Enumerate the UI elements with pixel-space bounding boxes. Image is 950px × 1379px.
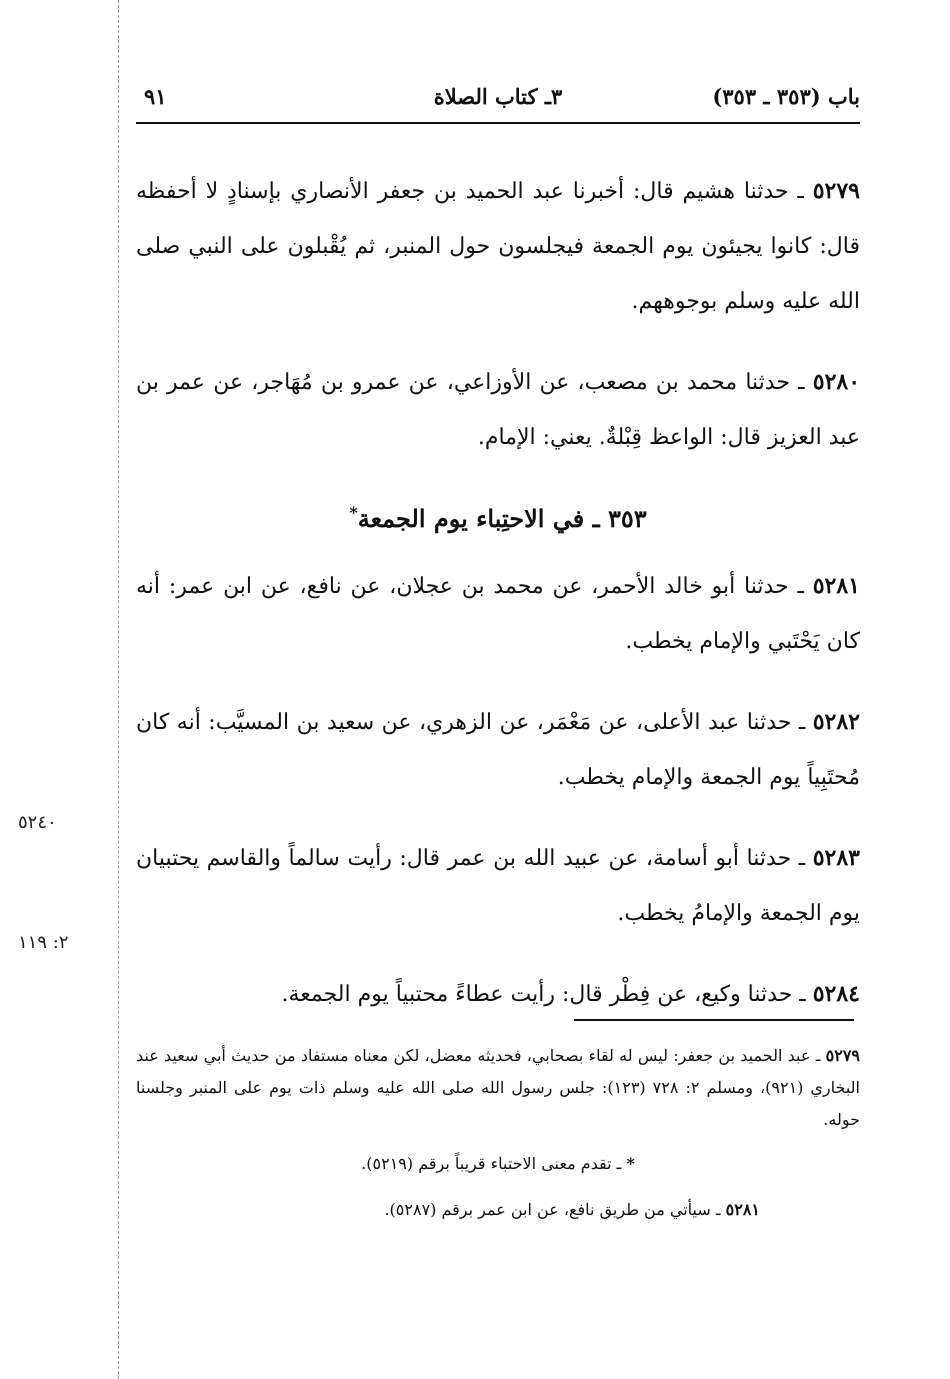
footnote-number: * (626, 1154, 635, 1173)
footnotes (136, 1040, 860, 1232)
section-mark: * (349, 503, 358, 522)
book-title: ٣ـ كتاب الصلاة (433, 84, 563, 109)
footnote-number: ٥٢٨١ (725, 1200, 760, 1219)
page-body (136, 70, 860, 1022)
hadith-number: ٥٢٨١ (812, 573, 860, 599)
running-header (136, 70, 860, 118)
hadith-text: حدثنا أبو أسامة، عن عبيد الله بن عمر قال: رأيت سالماً والقاسم يحتبيان يوم الجمعة والإمامُ يخطب. (136, 846, 860, 926)
hadith-number: ٥٢٨٢ (812, 709, 860, 735)
hadith-text: حدثنا عبد الأعلى، عن مَعْمَر، عن الزهري، عن سعيد بن المسيَّب: أنه كان مُحتَبِياً يوم الجمعة والإمام يخطب. (136, 710, 860, 790)
hadith-5280: ٥٢٨٠ ـ حدثنا محمد بن مصعب، عن الأوزاعي، عن عمرو بن مُهَاجر، عن عمر بن عبد العزيز قال: الواعظ قِبْلةٌ. يعني: الإمام. (136, 369, 861, 450)
hadith-number: ٥٢٨٤ (812, 981, 860, 1007)
hadith-5279: ٥٢٧٩ ـ حدثنا هشيم قال: أخبرنا عبد الحميد بن جعفر الأنصاري بإسنادٍ لا أحفظه قال: كانوا يجيئون يوم الجمعة فيجلسون حول المنبر، ثم يُقْبلون على النبي صلى الله عليه وسلم بوجوههم. (136, 178, 860, 314)
footnote: ٥٢٨١ ـ سيأتي من طريق نافع، عن ابن عمر برقم (٥٢٨٧). (384, 1200, 760, 1219)
header-rule (136, 122, 860, 124)
footnote-number: ٥٢٧٩ (825, 1046, 861, 1065)
footnote: ٥٢٧٩ ـ عبد الحميد بن جعفر: ليس له لقاء بصحابي، فحديثه معضل، لكن معناه مستفاد من حديث أبي سعيد عند البخاري (٩٢١)، ومسلم ٢: ٧٢٨ (١٢٣): جلس رسول الله صلى الله عليه وسلم ذات يوم على المنبر وجلسنا حوله. (136, 1046, 861, 1129)
margin-reference: ٥٢٤٠ (18, 812, 57, 833)
footnote: * ـ تقدم معنى الاحتباء قريباً برقم (٥٢١٩). (361, 1154, 635, 1173)
footnote-text: سيأتي من طريق نافع، عن ابن عمر برقم (٥٢٨٧). (384, 1200, 711, 1219)
footnote-text: تقدم معنى الاحتباء قريباً برقم (٥٢١٩). (361, 1154, 612, 1173)
hadith-5283: ٥٢٨٣ ـ حدثنا أبو أسامة، عن عبيد الله بن عمر قال: رأيت سالماً والقاسم يحتبيان يوم الجمعة والإمامُ يخطب. (136, 845, 860, 926)
page-number: ٩١ (144, 84, 167, 109)
footnote-text: عبد الحميد بن جعفر: ليس له لقاء بصحابي، فحديثه معضل، لكن معناه مستفاد من حديث أبي سعيد عند البخاري (٩٢١)، ومسلم ٢: ٧٢٨ (١٢٣): جلس رسول الله صلى الله عليه وسلم ذات يوم على المنبر وجلسنا حوله. (136, 1046, 861, 1129)
hadith-text: حدثنا أبو خالد الأحمر، عن محمد بن عجلان، عن نافع، عن ابن عمر: أنه كان يَحْتَبي والإمام يخطب. (136, 574, 860, 654)
hadith-text: حدثنا وكيع، عن فِطْر قال: رأيت عطاءً محتبياً يوم الجمعة. (281, 982, 793, 1007)
hadith-5282: ٥٢٨٢ ـ حدثنا عبد الأعلى، عن مَعْمَر، عن الزهري، عن سعيد بن المسيَّب: أنه كان مُحتَبِياً يوم الجمعة والإمام يخطب. (136, 709, 860, 790)
chapter-heading: باب (٣٥٣ ـ ٣٥٣) (712, 84, 860, 109)
hadith-5281: ٥٢٨١ ـ حدثنا أبو خالد الأحمر، عن محمد بن عجلان، عن نافع، عن ابن عمر: أنه كان يَحْتَبي والإمام يخطب. (136, 573, 860, 654)
margin-reference: ٢: ١١٩ (18, 932, 69, 953)
hadith-text: حدثنا محمد بن مصعب، عن الأوزاعي، عن عمرو بن مُهَاجر، عن عمر بن عبد العزيز قال: الواعظ قِبْلةٌ. يعني: الإمام. (136, 370, 860, 450)
hadith-text: حدثنا هشيم قال: أخبرنا عبد الحميد بن جعفر الأنصاري بإسنادٍ لا أحفظه قال: كانوا يجيئون يوم الجمعة فيجلسون حول المنبر، ثم يُقْبلون على النبي صلى الله عليه وسلم بوجوههم. (136, 179, 860, 314)
hadith-5284: ٥٢٨٤ ـ حدثنا وكيع، عن فِطْر قال: رأيت عطاءً محتبياً يوم الجمعة. (281, 981, 860, 1007)
margin-rule (118, 0, 119, 1379)
section-title: ٣٥٣ ـ في الاحتِباء يوم الجمعة* (349, 503, 647, 533)
footnote-rule (574, 1019, 854, 1021)
hadith-number: ٥٢٧٩ (812, 178, 860, 204)
hadith-number: ٥٢٨٠ (812, 369, 861, 395)
hadith-number: ٥٢٨٣ (812, 845, 860, 871)
